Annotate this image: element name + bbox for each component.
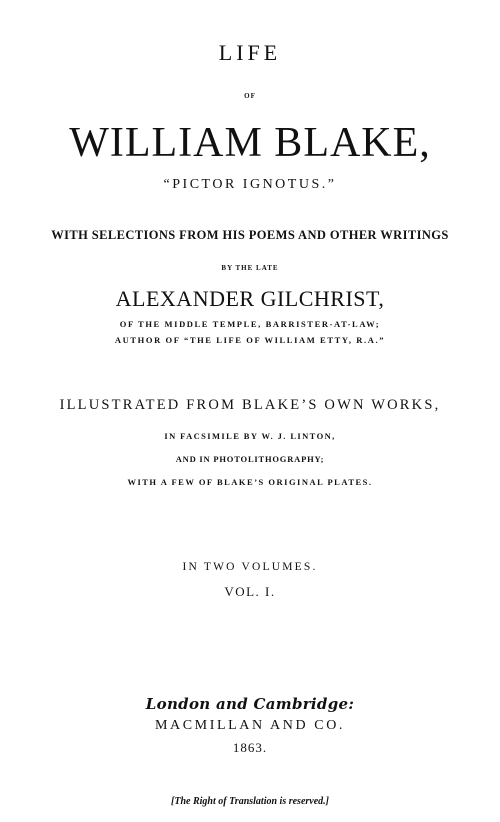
rights-notice: [The Right of Translation is reserved.] bbox=[171, 796, 329, 807]
publication-year: 1863. bbox=[232, 740, 268, 755]
author-credential-line-2: AUTHOR OF “THE LIFE OF WILLIAM ETTY, R.A.” bbox=[114, 335, 386, 345]
epithet-text: “PICTOR IGNOTUS.” bbox=[163, 177, 337, 192]
original-plates-text: WITH A FEW OF BLAKE’S ORIGINAL PLATES. bbox=[127, 477, 373, 487]
selections-text: WITH SELECTIONS FROM HIS POEMS AND OTHER WRITINGS bbox=[51, 228, 449, 242]
author-credential-line-1: OF THE MIDDLE TEMPLE, BARRISTER-AT-LAW; bbox=[119, 319, 381, 329]
by-the-late-text: BY THE LATE bbox=[221, 264, 279, 272]
of-text: OF bbox=[244, 92, 256, 100]
volume-number: VOL. I. bbox=[224, 584, 276, 599]
life-heading: LIFE bbox=[218, 40, 282, 65]
facsimile-text: IN FACSIMILE BY W. J. LINTON, bbox=[164, 431, 336, 441]
author-name: ALEXANDER GILCHRIST, bbox=[115, 286, 385, 311]
publisher-name: MACMILLAN AND CO. bbox=[154, 718, 346, 733]
volumes-text: IN TWO VOLUMES. bbox=[182, 561, 318, 573]
publication-place: London and Cambridge: bbox=[145, 695, 355, 713]
photolithography-text: AND IN PHOTOLITHOGRAPHY; bbox=[175, 454, 325, 464]
illustrated-text: ILLUSTRATED FROM BLAKE’S OWN WORKS, bbox=[59, 397, 441, 413]
subject-name: WILLIAM BLAKE, bbox=[69, 120, 431, 166]
